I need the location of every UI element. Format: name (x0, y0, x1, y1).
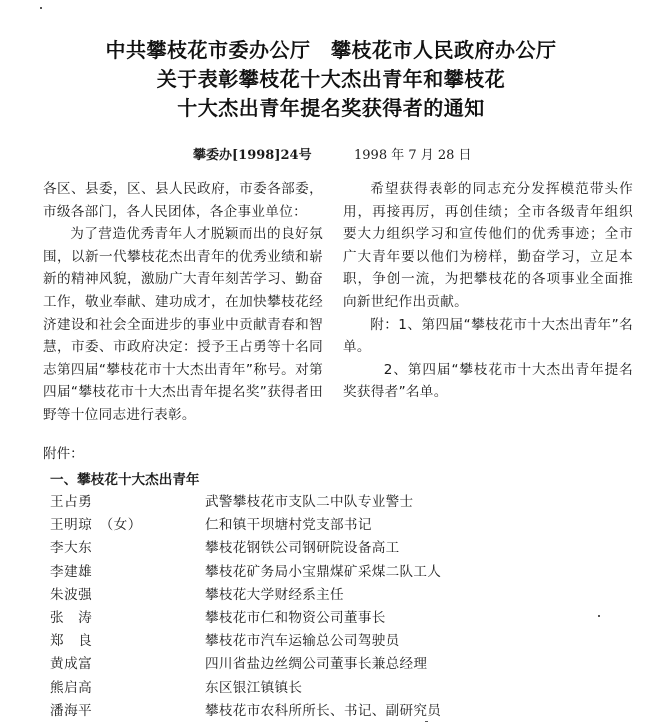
honoree-name: 熊启高 (50, 679, 93, 696)
body-paragraph-1: 为了营造优秀青年人才脱颖而出的良好氛围，以新一代攀枝花杰出青年的优秀业绩和崭新的精神风貌，激励广大青年刻苦学习、勤奋工作，敬业奉献、建功成才，在加快攀枝花经济建设和社会全面进步的事业中贡献青春和智慧，市委、市政府决定：授予王占勇等十名同志第四届“攀枝花市十大杰出青年”称号。对第四届“攀枝花市十大杰出青年提名奖”获得者田野等十位同志进行表彰。 (43, 226, 323, 423)
scan-speck (598, 615, 600, 617)
honoree-name: 王占勇 (50, 494, 93, 510)
honoree-name: 张 涛 (50, 609, 93, 626)
list-item (50, 630, 630, 653)
document-number: 攀委办[1998]24号 (193, 148, 312, 163)
honoree-name: 李大东 (50, 540, 93, 557)
scan-speck (40, 7, 42, 9)
honoree-role: 攀枝花市汽车运输总公司驾驶员 (205, 633, 400, 650)
honoree-role: 攀枝花市农科所所长、书记、副研究员 (205, 702, 442, 719)
body-paragraph-2: 希望获得表彰的同志充分发挥模范带头作用，再接再厉，再创佳绩；全市各级青年组织要大力组织学习和宣传他们的优秀事迹；全市广大青年要以他们为榜样，勤奋学习，立足本职，争创一流，为把攀枝花的各项事业全面推向新世纪作出贡献。 (343, 181, 633, 310)
honoree-name: 李建雄 (50, 563, 93, 580)
honoree-name: 潘海平 (50, 702, 93, 719)
document-title (0, 36, 662, 123)
appendix-section-title: 一、攀枝花十大杰出青年 (50, 472, 200, 488)
list-item (50, 537, 630, 560)
list-item (50, 514, 630, 537)
list-item (50, 677, 630, 700)
title-line-subject-1: 关于表彰攀枝花十大杰出青年和攀枝花 (156, 67, 506, 91)
list-item (50, 700, 630, 723)
list-item (50, 561, 630, 584)
attachment-note-2: 2、第四届“攀枝花市十大杰出青年提名奖获得者”名单。 (343, 361, 633, 401)
scan-speck (425, 721, 428, 722)
list-item (50, 653, 630, 676)
honoree-name: 王明琼 （女） (50, 517, 142, 534)
honoree-role: 仁和镇干坝塘村党支部书记 (205, 517, 372, 534)
honoree-name: 黄成富 (50, 656, 93, 673)
list-item (50, 607, 630, 630)
title-line-issuers: 中共攀枝花市委办公厅 攀枝花市人民政府办公厅 (105, 38, 557, 62)
honoree-name: 朱波强 (50, 586, 93, 603)
appendix-label: 附件： (43, 446, 84, 462)
salutation: 各区、县委，区、县人民政府，市委各部委，市级各部门，各人民团体，各企事业单位： (43, 181, 323, 220)
honoree-role: 攀枝花矿务局小宝鼎煤矿采煤二队工人 (205, 563, 442, 580)
body-left-column (43, 178, 323, 427)
body-right-column (343, 178, 633, 404)
honoree-role: 四川省盐边丝绸公司董事长兼总经理 (205, 656, 428, 673)
list-item (50, 491, 630, 514)
honoree-list (50, 491, 630, 723)
honoree-name: 郑 良 (50, 633, 93, 650)
honoree-role: 攀枝花市仁和物资公司董事长 (205, 609, 386, 626)
document-date: 1998 年 7 月 28 日 (354, 148, 472, 163)
attachment-note-1: 附：1、第四届“攀枝花市十大杰出青年”名单。 (343, 316, 633, 356)
honoree-role: 东区银江镇镇长 (205, 679, 303, 696)
honoree-role: 武警攀枝花市支队二中队专业警士 (205, 494, 414, 510)
title-line-subject-2: 十大杰出青年提名奖获得者的通知 (177, 96, 485, 120)
list-item (50, 584, 630, 607)
honoree-role: 攀枝花钢铁公司钢研院设备高工 (205, 540, 400, 557)
honoree-role: 攀枝花大学财经系主任 (205, 586, 344, 603)
